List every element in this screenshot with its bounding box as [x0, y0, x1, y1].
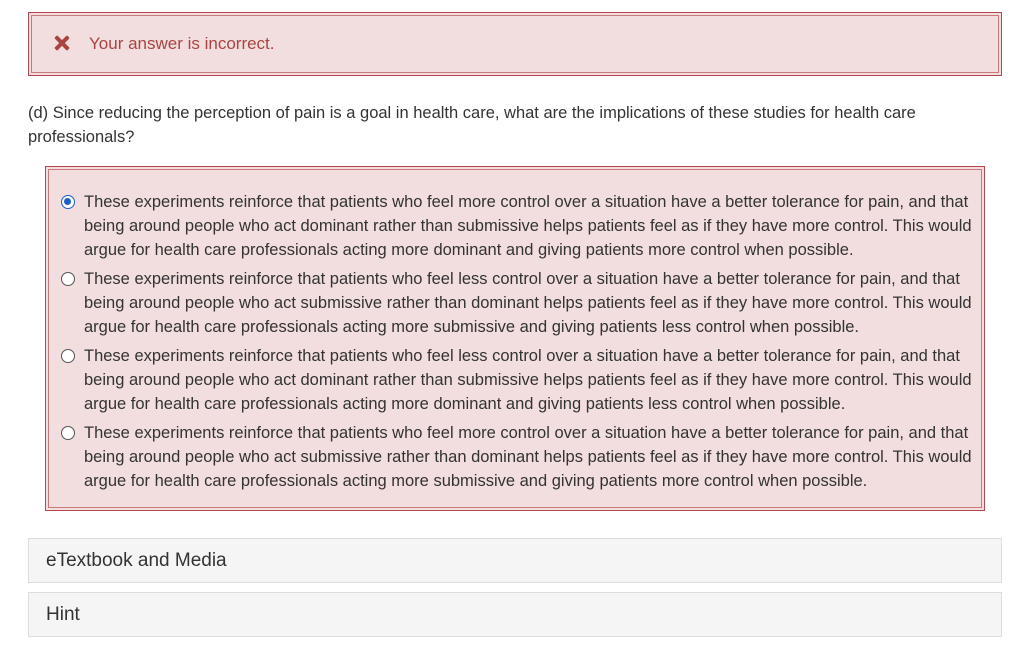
alert-message: Your answer is incorrect.	[89, 34, 275, 53]
answer-choice[interactable]	[61, 421, 981, 493]
answer-choice-text: These experiments reinforce that patients who feel less control over a situation have a better tolerance for pain, and that being around people who act submissive rather than dominant helps patients feel as if they have more control. This would argue for health care professionals acting more submissive and giving patients less control when possible.	[84, 270, 972, 336]
answer-choice[interactable]	[61, 190, 981, 262]
radio-button[interactable]	[61, 349, 75, 363]
radio-button-selected[interactable]	[61, 195, 75, 209]
incorrect-answer-alert	[28, 12, 1002, 76]
x-mark-icon	[52, 34, 72, 54]
answer-choice-text: These experiments reinforce that patients who feel more control over a situation have a better tolerance for pain, and that being around people who act dominant rather than submissive helps patients feel as if they have more control. This would argue for health care professionals acting more dominant and giving patients more control when possible.	[84, 193, 972, 259]
answer-choice-text: These experiments reinforce that patients who feel less control over a situation have a better tolerance for pain, and that being around people who act dominant rather than submissive helps patients feel as if they have more control. This would argue for health care professionals acting more dominant and giving patients less control when possible.	[84, 347, 972, 413]
answer-choice[interactable]	[61, 267, 981, 339]
answer-choices-list	[48, 169, 982, 508]
answer-choice-text: These experiments reinforce that patients who feel more control over a situation have a better tolerance for pain, and that being around people who act submissive rather than dominant helps patients feel as if they have more control. This would argue for health care professionals acting more submissive and giving patients more control when possible.	[84, 424, 972, 490]
alert-inner	[31, 15, 999, 73]
answer-choices-box	[45, 166, 985, 511]
radio-button[interactable]	[61, 426, 75, 440]
question-text: (d) Since reducing the perception of pain is a goal in health care, what are the implications of these studies for health care professionals?	[28, 104, 916, 146]
answer-choice[interactable]	[61, 344, 981, 416]
hint-panel[interactable]: Hint	[28, 592, 1002, 637]
etextbook-media-panel[interactable]: eTextbook and Media	[28, 538, 1002, 583]
radio-button[interactable]	[61, 272, 75, 286]
